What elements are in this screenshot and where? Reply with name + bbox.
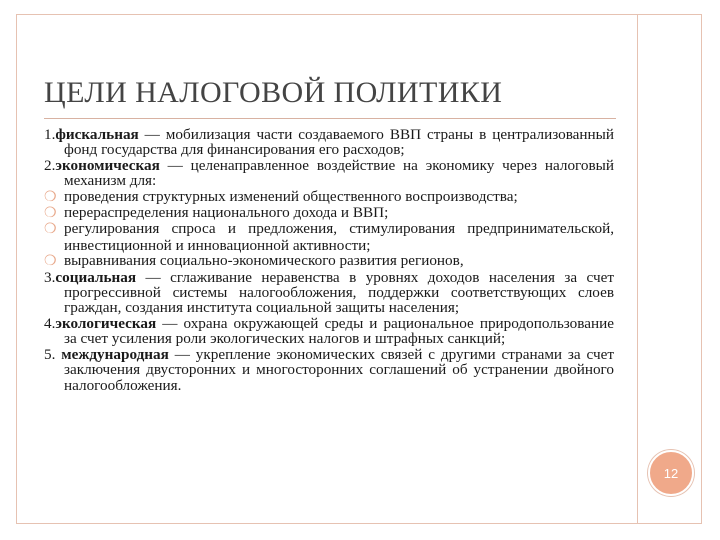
circle-bullet-icon: ❍ bbox=[44, 189, 57, 205]
bullet-text: перераспределения национального дохода и ВВП; bbox=[64, 204, 389, 222]
goal-number: 2. bbox=[44, 156, 56, 174]
goal-text: — мобилизация части создаваемого ВВП страны в централизованный фонд государства для финансирования его расходов; bbox=[64, 126, 614, 159]
goal-text: — укрепление экономических связей с другими странами за счет заключения двусторонних и многосторонних соглашений об устранении двойного налогообложения. bbox=[64, 345, 615, 394]
circle-bullet-icon: ❍ bbox=[44, 206, 57, 222]
goal-social bbox=[44, 270, 614, 316]
goal-text: — охрана окружающей среды и рациональное природопользование за счет усиления роли экологических налогов и штрафных санкций; bbox=[64, 314, 614, 348]
goal-term: международная bbox=[61, 345, 169, 363]
goal-term: экологическая bbox=[55, 314, 157, 332]
title-divider bbox=[44, 118, 616, 119]
goal-term: социальная bbox=[55, 268, 137, 286]
list-item bbox=[44, 205, 614, 221]
goal-text: — целенаправленное воздействие на экономику через налоговый механизм для: bbox=[64, 156, 614, 190]
bullet-text: выравнивания социально-экономического развития регионов, bbox=[64, 252, 464, 270]
goal-number: 1. bbox=[44, 126, 56, 143]
goal-ecological bbox=[44, 316, 614, 347]
list-item bbox=[44, 253, 614, 269]
goal-number: 5. bbox=[44, 345, 62, 363]
goal-number: 3. bbox=[44, 268, 56, 286]
goal-text: — сглаживание неравенства в уровнях доходов населения за счет прогрессивной системы налогообложения, поддержки соответствующих слоев граждан, создания института социальной защиты населения; bbox=[64, 268, 614, 317]
goal-term: фискальная bbox=[55, 126, 139, 143]
bullet-text: регулирования спроса и предложения, стимулирования предпринимательской, инвестиционной и инновационной активности; bbox=[64, 220, 614, 254]
circle-bullet-icon: ❍ bbox=[44, 254, 57, 270]
goal-term: экономическая bbox=[55, 156, 160, 174]
page-number-badge: 12 bbox=[648, 450, 694, 496]
list-item bbox=[44, 221, 614, 253]
list-item bbox=[44, 189, 614, 205]
goal-economic bbox=[44, 158, 614, 189]
slide-title: ЦЕЛИ НАЛОГОВОЙ ПОЛИТИКИ bbox=[44, 76, 503, 109]
goal-fiscal bbox=[44, 127, 614, 158]
bullet-text: проведения структурных изменений общественного воспроизводства; bbox=[64, 187, 518, 205]
slide-side-bar bbox=[637, 14, 702, 524]
circle-bullet-icon: ❍ bbox=[44, 222, 57, 238]
slide-content bbox=[44, 127, 614, 393]
goal-number: 4. bbox=[44, 314, 56, 332]
goal-international bbox=[44, 347, 614, 393]
